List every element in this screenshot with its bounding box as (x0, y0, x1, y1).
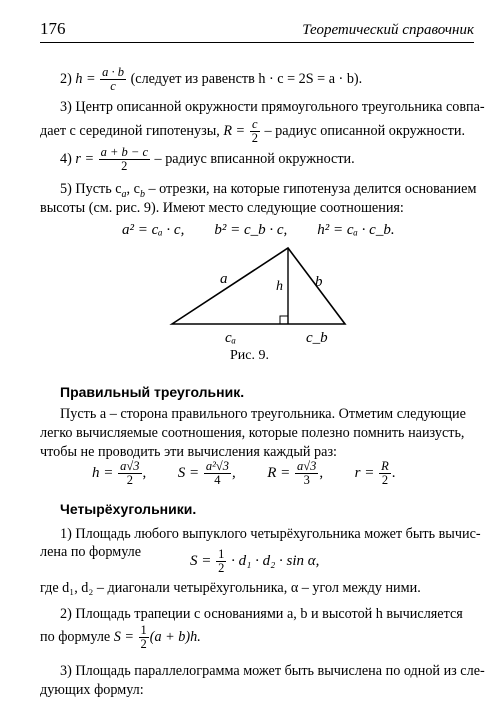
formula-lhs: S = (177, 465, 200, 481)
fraction (99, 146, 150, 173)
formula-s: S = $\frac{\text{a²√3}}{4}$ , (177, 459, 236, 488)
numerator: R (381, 459, 389, 474)
fraction (216, 548, 226, 575)
label-cb: c_b (306, 330, 328, 346)
fraction (118, 460, 141, 487)
item-number: 2) (60, 70, 72, 87)
subscript: b (139, 188, 145, 200)
item-text: , c (126, 181, 140, 197)
right-angle-mark (280, 316, 288, 324)
item-4 (60, 146, 355, 173)
numerator: a√3 (120, 459, 140, 474)
numerator: a√3 (297, 459, 317, 474)
formula-lhs: h = (92, 465, 114, 481)
equilateral-line-3: чтобы не проводить эти вычисления каждый раз: (40, 444, 337, 460)
denominator: 2 (218, 561, 225, 576)
fraction (250, 118, 260, 145)
section-heading-quadrilaterals: Четырёхугольники. (60, 501, 197, 517)
numerator: 1 (140, 623, 147, 638)
denominator: 3 (303, 473, 310, 488)
quad-p2-line-1: 2) Площадь трапеции с основаниями a, b и высотой h вычисляется (60, 606, 463, 622)
equilateral-line-2: легко вычисляемые соотношения, которые полезно помнить наизусть, (40, 425, 465, 441)
quad-p1-line-2: лена по формуле (40, 544, 142, 560)
denominator: c (110, 79, 116, 93)
formula-lhs: r = (75, 150, 95, 167)
denominator: 2 (126, 473, 133, 488)
label-ca: cₐ (225, 330, 237, 346)
page-number: 176 (40, 19, 66, 38)
item-text: (следует из равенств h · c = 2S = a · b). (130, 70, 363, 87)
formula-lhs: r = (354, 465, 375, 481)
formula-lhs: S = (190, 553, 212, 569)
quad-p3-line-2: дующих формул: (40, 682, 144, 698)
denominator: 4 (214, 473, 221, 488)
formula-rhs: · d₁ · d₂ · sin α, (231, 553, 320, 569)
item-text: по формуле (40, 629, 111, 645)
formula-h: h = $\frac{a√3}{2}$ , (92, 459, 147, 488)
page-header (40, 16, 474, 43)
item-text: 5) Пусть c (60, 181, 122, 197)
numerator: c (252, 117, 258, 131)
item-number: 4) (60, 150, 72, 167)
quad-p1-line-1: 1) Площадь любого выпуклого четырёхугольника может быть вычис- (60, 526, 481, 542)
formula-r-small: r = $\frac{R}{2}$ . (354, 459, 396, 488)
running-title: Теоретический справочник (302, 22, 474, 38)
fraction (139, 624, 149, 651)
formula-lhs: h = (75, 70, 96, 87)
fraction (204, 460, 231, 487)
quad-p3-line-1: 3) Площадь параллелограмма может быть вычислена по одной из сле- (60, 663, 485, 679)
figure-caption: Рис. 9. (230, 348, 269, 363)
numerator: a + b − c (100, 145, 148, 159)
label-b: b (315, 274, 323, 290)
quad-p1-formula (190, 546, 319, 576)
numerator: a²√3 (205, 459, 229, 474)
item-text: дает с серединой гипотенузы, (40, 122, 220, 139)
equilateral-line-1: Пусть a – сторона правильного треугольника. Отметим следующие (60, 406, 466, 422)
denominator: 2 (121, 159, 128, 173)
fraction (100, 66, 126, 93)
item-2 (60, 66, 362, 93)
right-triangle-figure (0, 236, 500, 346)
formula-lhs: R = (267, 465, 291, 481)
label-h: h (276, 279, 283, 294)
item-5-line-2: высоты (см. рис. 9). Имеют место следующие соотношения: (40, 200, 404, 216)
subscript: a (121, 188, 127, 200)
numerator: a · b (102, 65, 125, 79)
section-heading-equilateral: Правильный треугольник. (60, 384, 245, 400)
label-a: a (220, 271, 228, 287)
fraction (295, 460, 318, 487)
formula-r-big: R = $\frac{a√3}{3}$ , (267, 459, 324, 488)
item-5-formulas: a² = cₐ · c, b² = c_b · c, h² = cₐ · c_b. (122, 222, 395, 238)
denominator: 2 (381, 473, 389, 488)
equilateral-formulas (92, 456, 396, 490)
fraction (379, 460, 391, 487)
numerator: 1 (218, 547, 225, 562)
formula-lhs: R = (223, 122, 246, 139)
quad-p2-line-2 (40, 622, 201, 652)
formula-rhs: (a + b)h. (149, 629, 201, 645)
item-text: – радиус описанной окружности. (264, 122, 466, 139)
item-3-line-1: 3) Центр описанной окружности прямоугольного треугольника совпа- (60, 99, 485, 115)
item-text: – отрезки, на которые гипотенуза делится основанием (144, 181, 477, 197)
quad-p1-line-3: где d₁, d₂ – диагонали четырёхугольника, α – угол между ними. (40, 580, 421, 596)
item-text: – радиус вписанной окружности. (154, 150, 355, 167)
item-3-line-2 (40, 118, 465, 145)
denominator: 2 (140, 637, 147, 652)
formula-lhs: S = (113, 629, 134, 645)
denominator: 2 (251, 131, 258, 145)
